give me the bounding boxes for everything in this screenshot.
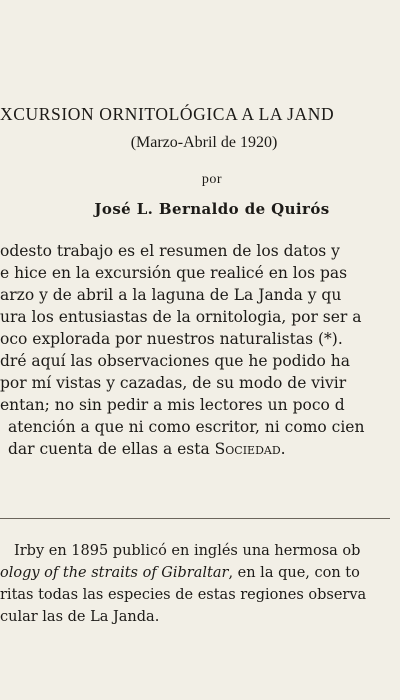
footnote-line-text: , en la que, con to <box>228 565 360 581</box>
body-line: odesto trabajo es el resumen de los datos y <box>0 242 340 260</box>
body-line: e hice en la excursión que realicé en los pas <box>0 264 348 282</box>
body-line: entan; no sin pedir a mis lectores un poco d <box>0 396 345 414</box>
byline-por: por <box>201 172 223 187</box>
body-line: ura los entusiastas de la ornitologia, por ser a <box>0 308 362 326</box>
article-title: XCURSION ORNITOLÓGICA A LA JAND <box>0 104 335 124</box>
society-name: Sociedad <box>214 440 281 458</box>
body-line: dré aquí las observaciones que he podido ha <box>0 352 350 370</box>
footnote-line: ritas todas las especies de estas regiones observa <box>0 587 367 603</box>
footnote-divider <box>0 518 390 519</box>
body-line-period: . <box>280 440 286 458</box>
author-name: José L. Bernaldo de Quirós <box>94 200 330 218</box>
footnote-line <box>0 562 360 584</box>
footnote-line: cular las de La Janda. <box>0 609 160 625</box>
article-dates: (Marzo-Abril de 1920) <box>130 134 278 151</box>
body-line: arzo y de abril a la laguna de La Janda y qu <box>0 286 342 304</box>
book-title: ology of the straits of Gibraltar <box>0 565 229 581</box>
footnote-line: Irby en 1895 publicó en inglés una hermosa ob <box>14 543 361 559</box>
body-line: por mí vistas y cazadas, de su modo de vivir <box>0 374 347 392</box>
body-line: oco explorada por nuestros naturalistas (*). <box>0 330 343 348</box>
body-line: atención a que ni como escritor, ni como cien <box>8 418 365 436</box>
body-line-text: dar cuenta de ellas a esta <box>8 440 215 458</box>
body-line-last <box>8 438 286 460</box>
